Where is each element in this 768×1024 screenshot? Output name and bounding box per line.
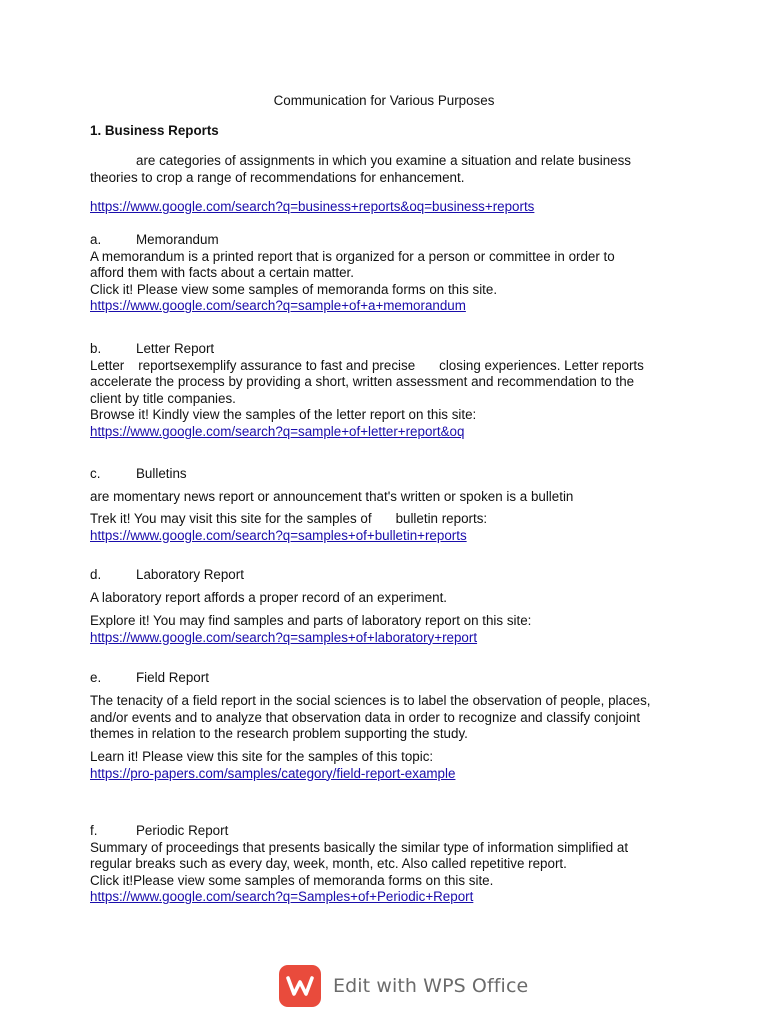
letter-report-line-4: Browse it! Kindly view the samples of the letter report on this site: <box>90 407 477 423</box>
letter-report-link[interactable]: https://www.google.com/search?q=sample+of+letter+report&oq <box>90 423 465 439</box>
periodic-line-1: Summary of proceedings that presents basically the similar type of information simplified at <box>90 839 629 855</box>
section-periodic-report <box>90 823 690 906</box>
section-heading: 1. Business Reports <box>90 123 219 138</box>
section-memorandum <box>90 232 690 315</box>
section-field-report <box>90 670 690 687</box>
intro-line-2: theories to crop a range of recommendations for enhancement. <box>90 169 465 185</box>
laboratory-title: Laboratory Report <box>136 567 244 582</box>
memorandum-line-2: afford them with facts about a certain matter. <box>90 265 354 281</box>
laboratory-letter: d. <box>90 567 102 582</box>
laboratory-links-block <box>90 613 690 646</box>
letter-report-letter: b. <box>90 341 102 356</box>
intro-link[interactable] <box>90 199 534 216</box>
memorandum-link[interactable]: https://www.google.com/search?q=sample+of+a+memorandum <box>90 298 466 314</box>
memorandum-letter: a. <box>90 232 102 247</box>
intro-paragraph <box>90 153 690 186</box>
memorandum-line-1: A memorandum is a printed report that is organized for a person or committee in order to <box>90 248 615 264</box>
bulletins-link[interactable]: https://www.google.com/search?q=samples+of+bulletin+reports <box>90 527 467 543</box>
bulletins-letter: c. <box>90 466 101 481</box>
laboratory-body <box>90 590 690 607</box>
intro-link-text[interactable]: https://www.google.com/search?q=business+reports&oq=business+reports <box>90 199 535 214</box>
bulletins-body <box>90 489 690 506</box>
intro-line-1: are categories of assignments in which you examine a situation and relate business <box>136 153 631 168</box>
wps-w-glyph <box>286 974 314 998</box>
letter-report-line-2: accelerate the process by providing a short, written assessment and recommendation to the <box>90 374 635 390</box>
field-report-link[interactable]: https://pro-papers.com/samples/category/field-report-example <box>90 765 456 781</box>
field-report-body <box>90 693 690 743</box>
letter-report-line-1b: reports <box>138 357 180 373</box>
periodic-line-3: Click it!Please view some samples of memoranda forms on this site. <box>90 872 494 888</box>
letter-report-line-1d: closing experiences. Letter reports <box>439 357 644 373</box>
laboratory-link[interactable]: https://www.google.com/search?q=samples+of+laboratory+report <box>90 629 478 645</box>
field-report-links-block <box>90 749 690 782</box>
letter-report-line-1c: exemplify assurance to fast and precise <box>179 357 416 373</box>
wps-edit-label[interactable]: Edit with WPS Office <box>333 974 529 997</box>
letter-report-title: Letter Report <box>136 341 215 356</box>
periodic-title: Periodic Report <box>136 823 229 838</box>
section-bulletins <box>90 466 690 483</box>
memorandum-line-3: Click it! Please view some samples of memoranda forms on this site. <box>90 281 498 297</box>
bulletins-line-2b: bulletin reports: <box>395 511 488 526</box>
letter-report-line-3: client by title companies. <box>90 390 236 406</box>
periodic-link[interactable]: https://www.google.com/search?q=Samples+of+Periodic+Report <box>90 889 474 905</box>
wps-logo-icon <box>279 965 321 1007</box>
bulletins-links-block <box>90 511 690 544</box>
letter-report-line-1a: Letter <box>90 357 125 373</box>
laboratory-line-1: A laboratory report affords a proper record of an experiment. <box>90 590 448 605</box>
bulletins-line-1: are momentary news report or announcement that's written or spoken is a bulletin <box>90 489 574 504</box>
field-report-line-2: and/or events and to analyze that observation data in order to recognize and classify conjoint <box>90 709 641 725</box>
page-title: Communication for Various Purposes <box>273 93 495 108</box>
wps-edit-banner[interactable] <box>279 964 528 1008</box>
periodic-line-2: regular breaks such as every day, week, month, etc. Also called repetitive report. <box>90 856 567 872</box>
field-report-line-3: themes in relation to the research problem supporting the study. <box>90 726 468 742</box>
field-report-line-4: Learn it! Please view this site for the samples of this topic: <box>90 749 434 764</box>
section-letter-report <box>90 341 690 441</box>
periodic-letter: f. <box>90 823 98 838</box>
field-report-line-1: The tenacity of a field report in the social sciences is to label the observation of people, places, <box>90 693 651 708</box>
memorandum-title: Memorandum <box>136 232 219 247</box>
field-report-letter: e. <box>90 670 102 685</box>
field-report-title: Field Report <box>136 670 209 685</box>
bulletins-line-2a: Trek it! You may visit this site for the samples of <box>90 511 372 526</box>
bulletins-title: Bulletins <box>136 466 187 481</box>
section-laboratory-report <box>90 567 690 584</box>
laboratory-line-2: Explore it! You may find samples and parts of laboratory report on this site: <box>90 613 532 628</box>
